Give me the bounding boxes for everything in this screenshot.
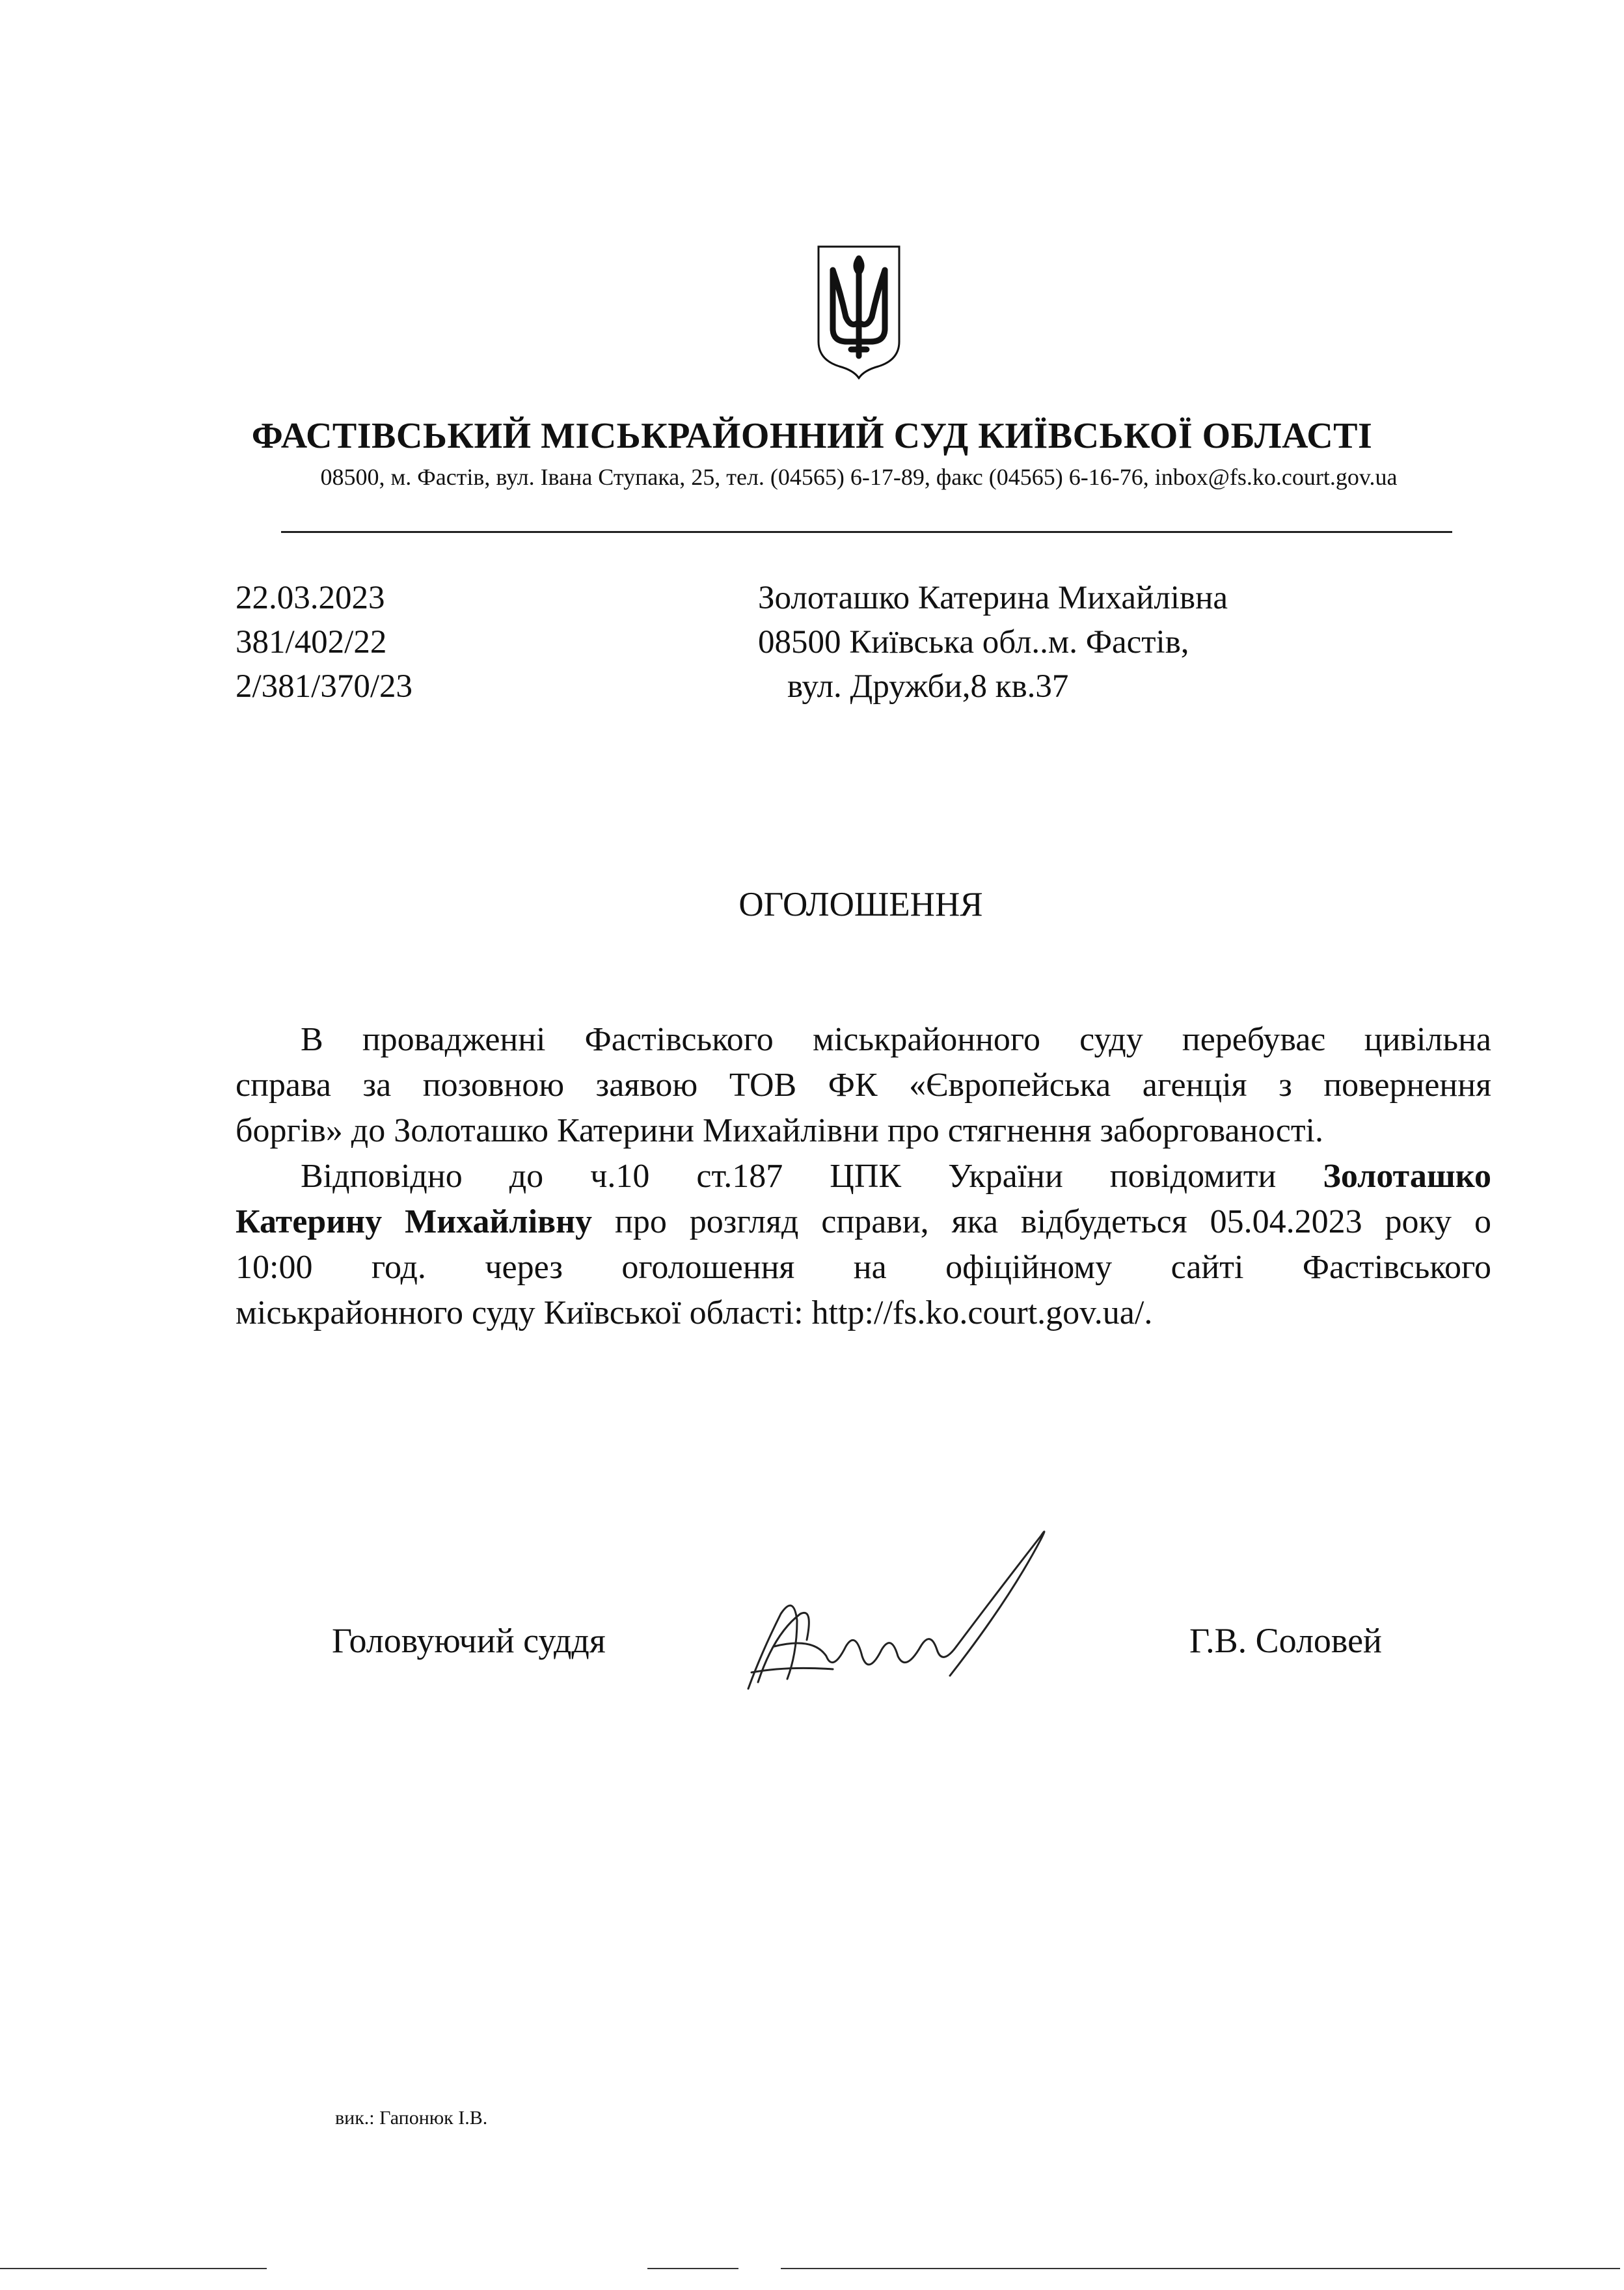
footer-divider: [647, 2268, 738, 2269]
proceeding-number: 2/381/370/23: [236, 668, 413, 705]
signatory-title: Головуючий суддя: [332, 1621, 606, 1660]
document-title: ОГОЛОШЕННЯ: [738, 886, 983, 923]
addressee-name: Золоташко Катерина Михайлівна: [758, 580, 1228, 616]
executor-note: вик.: Гапонюк І.В.: [335, 2107, 488, 2129]
addressee-address-line-2: вул. Дружби,8 кв.37: [787, 668, 1069, 705]
paragraph-line: 10:00 год. через оголошення на офіційному сайті Фастівського: [236, 1249, 1491, 1286]
announcement-paragraph-2: [236, 1154, 1491, 1336]
defendant-surname: Золоташко: [1323, 1158, 1491, 1195]
signatory-name: Г.В. Соловей: [1189, 1621, 1382, 1660]
paragraph-line: справа за позовною заявою ТОВ ФК «Європейська агенція з повернення: [236, 1067, 1491, 1104]
paragraph-line: [236, 1154, 1491, 1199]
paragraph-line: [236, 1199, 1491, 1245]
paragraph-line: боргів» до Золоташко Катерини Михайлівни про стягнення заборгованості.: [236, 1112, 1323, 1149]
announcement-paragraph-1: [236, 1017, 1491, 1154]
paragraph-line: В провадженні Фастівського міськрайонного суду перебуває цивільна: [301, 1021, 1491, 1058]
paragraph-text: про розгляд справи, яка відбудеться 05.04.2023 року о: [615, 1203, 1491, 1240]
footer-divider: [0, 2268, 267, 2269]
letter-date: 22.03.2023: [236, 580, 385, 616]
case-number: 381/402/22: [236, 624, 387, 661]
header-divider: [281, 531, 1452, 533]
addressee-address-line-1: 08500 Київська обл..м. Фастів,: [758, 624, 1189, 661]
trident-coat-of-arms-icon: [813, 244, 904, 379]
court-name: ФАСТІВСЬКИЙ МІСЬКРАЙОННИЙ СУД КИЇВСЬКОЇ ОБЛАСТІ: [251, 416, 1373, 456]
footer-divider: [781, 2268, 1620, 2269]
paragraph-text: Відповідно до ч.10 ст.187 ЦПК України повідомити: [301, 1158, 1277, 1195]
court-contacts: 08500, м. Фастів, вул. Івана Ступака, 25, тел. (04565) 6-17-89, факс (04565) 6-16-76, inbox@fs.ko.court.gov.ua: [320, 464, 1398, 490]
handwritten-signature: [735, 1516, 1074, 1698]
paragraph-line: міськрайонного суду Київської області: http://fs.ko.court.gov.ua/.: [236, 1294, 1153, 1331]
defendant-given-names: Катерину Михайлівну: [236, 1203, 593, 1240]
